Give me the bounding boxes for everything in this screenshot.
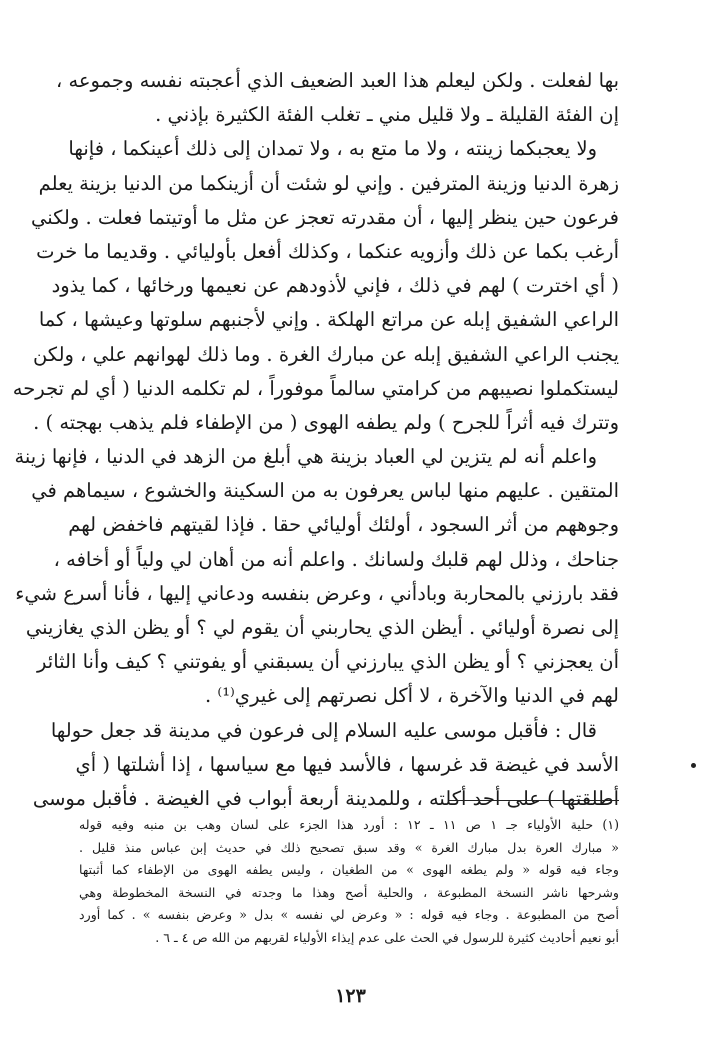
text-line: أطلقتها ) على أحد أكلته ، وللمدينة أربعة أبواب في الغيضة . فأقبل موسى <box>32 786 619 810</box>
footnote-line: (١) حلية الأولياء جـ ١ ص ١١ ـ ١٢ : أورد هذا الجزء على لسان وهب بن منبه وفيه قوله <box>79 817 619 832</box>
text-line: لهم في الدنيا والآخرة ، لا أكل نصرتهم إلى غيري⁽¹⁾ . <box>205 684 619 708</box>
margin-mark <box>691 763 696 768</box>
text-line: ( أي اخترت ) لهم في ذلك ، فإني لأذودهم عن نعيمها ورخائها ، كما يذود <box>51 274 619 298</box>
footnote-line: أبو نعيم أحاديث كثيرة للرسول في الحث على عدم إيذاء الأولياء لقربهم من الله ص ٤ ـ ٦ . <box>155 929 619 945</box>
text-line: ولا يعجبكما زينته ، ولا ما متع به ، ولا تمدان إلى ذلك أعينكما ، فإنها <box>68 137 597 161</box>
page-number: ١٢٣ <box>335 985 366 1007</box>
footnote-divider <box>449 800 619 801</box>
text-line: الراعي الشفيق إبله عن مراتع الهلكة . وإني لأجنبهم سلوتها وعيشها ، كما <box>38 308 619 332</box>
footnote-line: « مبارك العرة بدل مبارك الغرة » وقد سبق تصحيح ذلك في حديث إبن عباس منذ قليل . <box>79 839 619 855</box>
text-line: المتقين . عليهم منها لباس يعرفون به من السكينة والخشوع ، سيماهم في <box>31 479 619 503</box>
text-line: بها لفعلت . ولكن ليعلم هذا العبد الضعيف الذي أعجبته نفسه وجموعه ، <box>55 69 619 92</box>
text-line: وتترك فيه أثراً للجرح ) ولم يطفه الهوى ( من الإطفاء فلم يذهب بهجته ) . <box>33 410 619 434</box>
text-line: جناحك ، وذلل لهم قلبك ولسانك . واعلم أنه من أهان لي ولياً أو أخافه ، <box>53 547 619 571</box>
text-line: إن الفئة القليلة ـ ولا قليل مني ـ تغلب الفئة الكثيرة بإذني . <box>155 103 619 127</box>
text-line: أن يعجزني ؟ أو يظن الذي يبارزني أن يسبقني أو يفوتني ؟ كيف وأنا الثائر <box>37 650 619 674</box>
text-line: الأسد في غيضة قد غرسها ، فالأسد فيها مع سياسها ، إذا أشلتها ( أي <box>75 752 619 776</box>
text-line: يجنب الراعي الشفيق إبله عن مبارك الغرة . وما ذلك لهوانهم علي ، ولكن <box>32 342 619 366</box>
footnotes <box>79 814 619 950</box>
text-line: أرغب بكما عن ذلك وأزويه عنكما ، وكذلك أفعل بأوليائي . وقديما ما خرت <box>36 239 619 263</box>
text-line: زهرة الدنيا وزينة المترفين . وإني لو شئت أن أزينكما من الدنيا بزينة يعلم <box>38 171 619 195</box>
text-line: فقد بارزني بالمحاربة وبادأني ، وعرض بنفسه ودعاني إليها ، فأنا أسرع شيء <box>15 581 619 605</box>
text-line: واعلم أنه لم يتزين لي العباد بزينة هي أبلغ من الزهد في الدنيا ، فإنها زينة <box>14 445 597 469</box>
text-line: إلى نصرة أوليائي . أيظن الذي يحاربني أن يقوم لي ؟ أو يظن الذي يغازيني <box>25 616 619 639</box>
footnote-line: أصح من المطبوعة . وجاء فيه قوله : « وعرض لي نفسه » بدل « وعرض بنفسه » . كما أورد <box>79 907 619 923</box>
text-line: قال : فأقبل موسى عليه السلام إلى فرعون في مدينة قد جعل حولها <box>50 718 597 742</box>
footnote-line: وجاء فيه قوله « ولم يطغه الهوى » من الطغيان ، وليس يطفه الهوى من الإطفاء كما أثبتها <box>79 862 619 878</box>
text-line: ليستكملوا نصيبهم من كرامتي سالماً موفوراً ، لم تكلمه الدنيا ( أي لم تجرحه <box>12 376 619 400</box>
text-line: وجوههم من أثر السجود ، أولئك أوليائي حقا . فإذا لقيتهم فاخفض لهم <box>68 513 619 537</box>
text-line: فرعون حين ينظر إليها ، أن مقدرته تعجز عن مثل ما أوتيتما فعلت . ولكني <box>31 205 619 229</box>
footnote-line: وشرحها ناشر النسخة المطبوعة ، والحلية أصح وهذا ما وجدته في النسخة المخطوطة وهي <box>79 884 619 900</box>
main-text <box>12 64 619 816</box>
